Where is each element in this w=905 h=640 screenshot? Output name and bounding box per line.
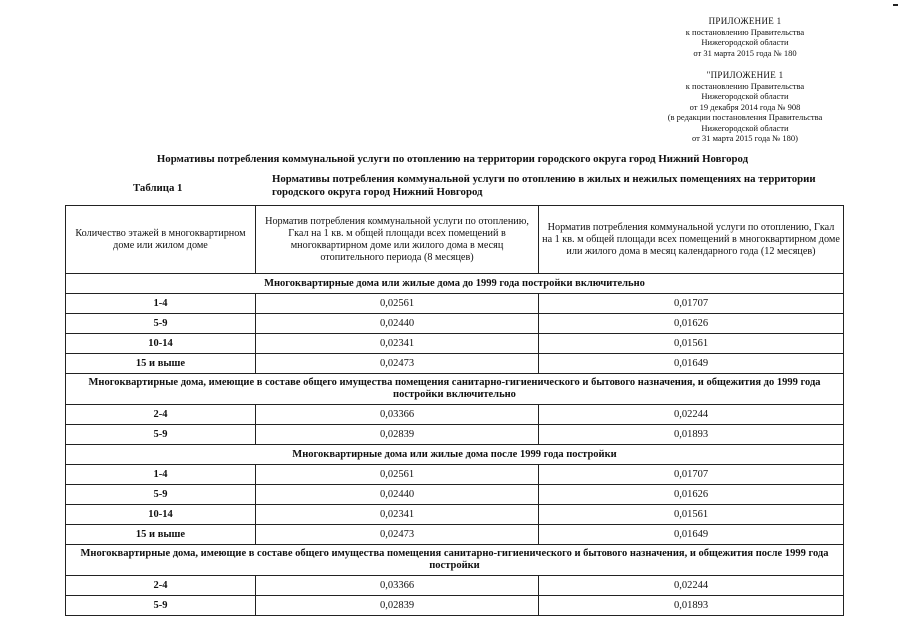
norm-8-cell: 0,02473 [256,354,539,374]
table-title: Нормативы потребления коммунальной услуги по отоплению в жилых и нежилых помещениях на территории городского округа город Нижний Новгород [272,173,816,198]
floors-cell: 1-4 [66,294,256,314]
floors-cell: 5-9 [66,314,256,334]
norm-8-cell: 0,03366 [256,405,539,425]
norm-12-cell: 0,01626 [539,485,844,505]
table-row [66,314,844,334]
section-row [66,545,844,576]
norm-8-cell: 0,02561 [256,294,539,314]
floors-cell: 1-4 [66,465,256,485]
floors-cell: 5-9 [66,485,256,505]
table-row [66,596,844,616]
annex-2-line: (в редакции постановления Правительства [667,112,823,122]
section-title: Многоквартирные дома, имеющие в составе общего имущества помещения санитарно-гигиенического и бытового назначения, и общежития после 1999 года постройки [66,545,844,576]
table-row [66,405,844,425]
norm-12-cell: 0,01649 [539,354,844,374]
annex-1-line: к постановлению Правительства [685,26,805,37]
norm-8-cell: 0,02561 [256,465,539,485]
table-row [66,334,844,354]
section-title: Многоквартирные дома или жилые дома после 1999 года постройки [66,445,844,465]
norm-12-cell: 0,01649 [539,525,844,545]
norms-table [65,205,844,616]
norm-8-cell: 0,02839 [256,596,539,616]
section-row [66,445,844,465]
annex-1-heading: ПРИЛОЖЕНИЕ 1 [708,16,782,26]
table-row [66,525,844,545]
floors-cell: 2-4 [66,576,256,596]
table-row [66,354,844,374]
annex-2-line: от 19 декабря 2014 года № 908 [689,101,801,112]
norm-12-cell: 0,01893 [539,596,844,616]
annex-1-line: Нижегородской области [701,37,789,47]
header-norm-8-months: Норматив потребления коммунальной услуги по отоплению, Гкал на 1 кв. м общей площади всех помещений в многоквартирном доме или жилого дома в месяц отопительного периода (8 месяцев) [256,206,539,274]
norm-12-cell: 0,02244 [539,405,844,425]
norm-12-cell: 0,02244 [539,576,844,596]
floors-cell: 2-4 [66,405,256,425]
norm-12-cell: 0,01893 [539,425,844,445]
annex-2-heading: "ПРИЛОЖЕНИЕ 1 [706,70,784,80]
header-floors: Количество этажей в многоквартирном доме или жилом доме [66,206,256,274]
floors-cell: 10-14 [66,334,256,354]
norm-8-cell: 0,02341 [256,505,539,525]
norm-8-cell: 0,03366 [256,576,539,596]
norm-8-cell: 0,02341 [256,334,539,354]
floors-cell: 15 и выше [66,354,256,374]
norm-8-cell: 0,02839 [256,425,539,445]
floors-cell: 5-9 [66,596,256,616]
norm-12-cell: 0,01707 [539,294,844,314]
annex-1-line: от 31 марта 2015 года № 180 [693,47,797,58]
annex-1-block [640,16,850,58]
floors-cell: 15 и выше [66,525,256,545]
header-norm-12-months: Норматив потребления коммунальной услуги по отоплению, Гкал на 1 кв. м общей площади всех помещений в многоквартирном доме или жилого дома в месяц календарного года (12 месяцев) [539,206,844,274]
annex-2-line: от 31 марта 2015 года № 180) [692,133,798,143]
norm-12-cell: 0,01707 [539,465,844,485]
norm-8-cell: 0,02440 [256,485,539,505]
table-row [66,425,844,445]
norm-8-cell: 0,02473 [256,525,539,545]
annex-2-line: Нижегородской области [701,91,789,101]
section-title: Многоквартирные дома или жилые дома до 1999 года постройки включительно [66,274,844,294]
table-row [66,576,844,596]
table-row [66,465,844,485]
annex-2-line: Нижегородской области [701,122,789,133]
floors-cell: 5-9 [66,425,256,445]
table-row [66,485,844,505]
scan-mark [893,4,898,6]
document-title: Нормативы потребления коммунальной услуги по отоплению на территории городского округа город Нижний Новгород [156,153,749,165]
table-row [66,505,844,525]
section-title: Многоквартирные дома, имеющие в составе общего имущества помещения санитарно-гигиенического и бытового назначения, и общежития до 1999 года постройки включительно [66,374,844,405]
section-row [66,274,844,294]
annex-2-line: к постановлению Правительства [685,80,805,91]
floors-cell: 10-14 [66,505,256,525]
norm-12-cell: 0,01626 [539,314,844,334]
table-row [66,294,844,314]
annex-2-block [630,70,860,144]
norm-12-cell: 0,01561 [539,505,844,525]
norm-12-cell: 0,01561 [539,334,844,354]
norm-8-cell: 0,02440 [256,314,539,334]
table-header-row [66,206,844,274]
table-label: Таблица 1 [133,182,183,194]
section-row [66,374,844,405]
